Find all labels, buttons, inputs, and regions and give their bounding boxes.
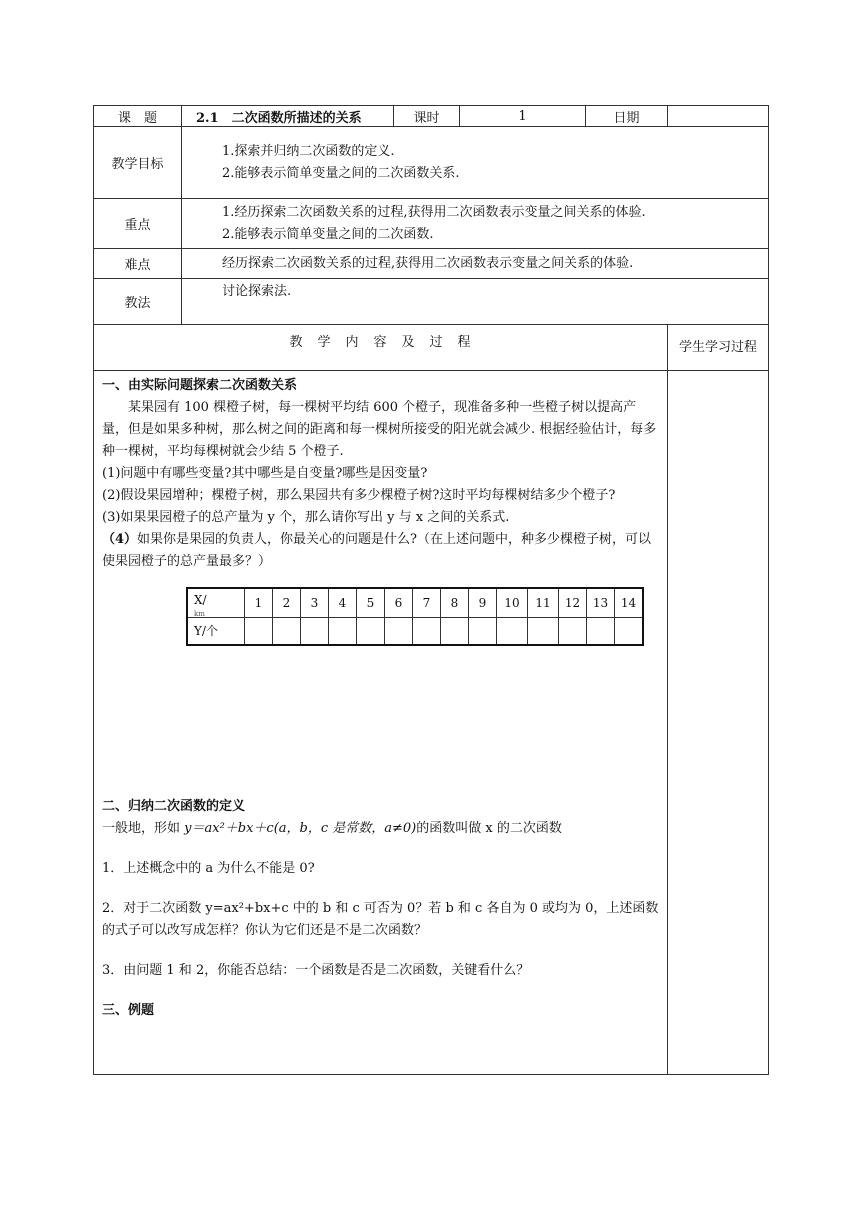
grid-col-header: 14	[615, 588, 644, 618]
spacer	[102, 840, 659, 858]
section1-heading: 一、由实际问题探索二次函数关系	[102, 378, 298, 393]
grid-col-header: 9	[469, 588, 497, 618]
blank-space	[102, 646, 659, 796]
grid-cell	[273, 618, 301, 646]
date-label: 日期	[586, 106, 668, 127]
difficulty-row	[94, 249, 769, 279]
date-value	[668, 106, 769, 127]
definition: 一般地，形如 y＝ax²＋bx＋c(a，b，c 是常数，a≠0)的函数叫做 x 的二次函数	[102, 821, 562, 836]
data-grid	[186, 587, 644, 646]
grid-col-header: 10	[497, 588, 528, 618]
spacer	[102, 982, 659, 1000]
grid-col-header: 2	[273, 588, 301, 618]
grid-col-header: 1	[245, 588, 273, 618]
lesson-table	[93, 105, 769, 1075]
student-column-title: 学生学习过程	[668, 325, 769, 371]
question-4-text: 如果你是果园的负责人，你最关心的问题是什么?（在上述问题中，种多少棵橙子树，可以使果园橙子的总产量最多？）	[102, 532, 652, 569]
definition-question-1: 1．上述概念中的 a 为什么不能是 0?	[102, 861, 315, 876]
grid-cell	[441, 618, 469, 646]
grid-x-unit: km	[194, 610, 205, 618]
grid-col-header: 4	[329, 588, 357, 618]
section1-intro: 某果园有 100 棵橙子树，每一棵树平均结 600 个橙子，现准备多种一些橙子树以提高产量，但是如果多种树，那么树之间的距离和每一棵树所接受的阳光就会减少. 根据经验估计，每多种一棵树，平均每棵树就会少结 5 个橙子.	[102, 400, 657, 459]
objective-item: 1.探索并归纳二次函数的定义.	[222, 143, 395, 159]
difficulty-text: 经历探索二次函数关系的过程,获得用二次函数表示变量之间关系的体验.	[182, 249, 769, 279]
grid-cell	[385, 618, 413, 646]
grid-cell	[413, 618, 441, 646]
grid-cell	[469, 618, 497, 646]
objectives-row	[94, 127, 769, 199]
grid-cell	[559, 618, 587, 646]
period-value: 1	[460, 106, 586, 127]
content-body	[94, 371, 668, 1075]
question-3: (3)如果果园橙子的总产量为 y 个，那么请你写出 y 与 x 之间的关系式.	[102, 510, 510, 525]
section2-heading: 二、归纳二次函数的定义	[102, 799, 246, 814]
student-process-column	[668, 371, 769, 1075]
question-1: (1)问题中有哪些变量?其中哪些是自变量?哪些是因变量?	[102, 466, 428, 481]
grid-cell	[329, 618, 357, 646]
grid-col-header: 6	[385, 588, 413, 618]
question-4-number: （4）	[102, 532, 138, 547]
grid-col-header: 13	[587, 588, 615, 618]
section3-heading: 三、例题	[102, 1003, 155, 1018]
content-row	[94, 371, 769, 1075]
grid-cell	[587, 618, 615, 646]
objectives-list	[182, 127, 769, 199]
grid-y-label: Y/个	[187, 618, 245, 646]
period-label: 课时	[394, 106, 460, 127]
grid-col-header: 7	[413, 588, 441, 618]
grid-cell	[528, 618, 559, 646]
topic-value: 2.1 二次函数所描述的关系	[182, 106, 394, 127]
grid-col-header: 5	[357, 588, 385, 618]
grid-col-header: 12	[559, 588, 587, 618]
key-point-item: 1.经历探索二次函数关系的过程,获得用二次函数表示变量之间关系的体验.	[222, 204, 646, 220]
definition-question-2: 2．对于二次函数 y=ax²+bx+c 中的 b 和 c 可否为 0？若 b 和 c 各自为 0 或均为 0，上述函数的式子可以改写成怎样？你认为它们还是不是二次函数？	[102, 901, 659, 938]
grid-x-label: X/ km	[187, 588, 245, 618]
spacer	[102, 880, 659, 898]
method-row	[94, 279, 769, 325]
grid-row-x	[187, 588, 643, 618]
question-2: (2)假设果园增种；棵橙子树，那么果园共有多少棵橙子树?这时平均每棵树结多少个橙子?	[102, 488, 616, 503]
key-point-item: 2.能够表示简单变量之间的二次函数.	[222, 226, 434, 242]
header-row	[94, 106, 769, 127]
grid-col-header: 8	[441, 588, 469, 618]
grid-row-y	[187, 618, 643, 646]
grid-cell	[245, 618, 273, 646]
objective-item: 2.能够表示简单变量之间的二次函数关系.	[222, 165, 460, 181]
spacer	[102, 942, 659, 960]
key-points-row	[94, 199, 769, 249]
grid-col-header: 3	[301, 588, 329, 618]
key-points-label: 重点	[94, 199, 182, 249]
topic-label: 课 题	[94, 106, 182, 127]
definition-question-3: 3．由问题 1 和 2，你能否总结：一个函数是否是二次函数，关键看什么？	[102, 963, 530, 978]
definition-formula: y＝ax²＋bx＋c(a，b，c 是常数，a≠0)	[184, 821, 417, 836]
process-header-row	[94, 325, 769, 371]
objectives-label: 教学目标	[94, 127, 182, 199]
grid-cell	[497, 618, 528, 646]
grid-cell	[357, 618, 385, 646]
method-text: 讨论探索法.	[182, 279, 769, 325]
process-title: 教 学 内 容 及 过 程	[94, 325, 668, 371]
grid-col-header: 11	[528, 588, 559, 618]
difficulty-label: 难点	[94, 249, 182, 279]
question-4	[102, 529, 659, 573]
grid-cell	[615, 618, 644, 646]
method-label: 教法	[94, 279, 182, 325]
grid-cell	[301, 618, 329, 646]
lesson-plan	[93, 105, 768, 1075]
key-points-list	[182, 199, 769, 249]
